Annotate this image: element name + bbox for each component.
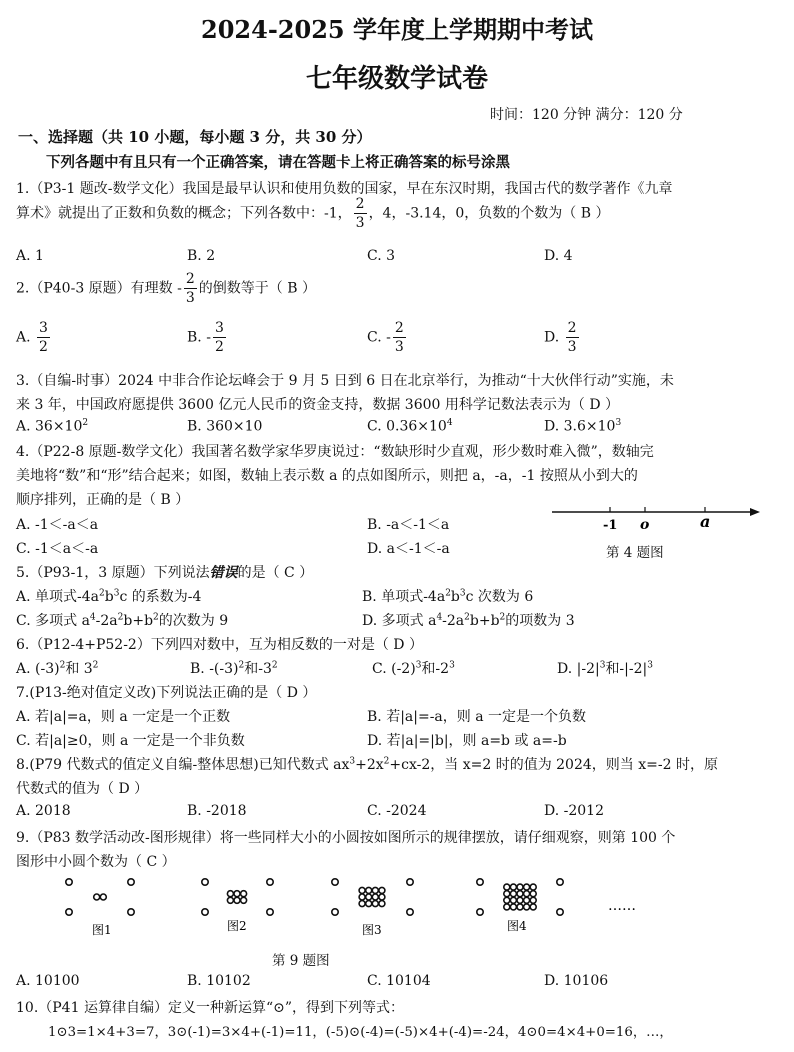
q3-option-a: A. $36\times 10^2$ (16, 418, 89, 435)
grid-circle (372, 901, 378, 907)
corner-circle (202, 909, 208, 915)
q1-text-b: ，4，-3.14，0，负数的个数为（ B ） (368, 205, 610, 222)
q7-option-b: B. 若|a|=-a，则 a 一定是一个负数 (367, 709, 587, 725)
exam-subtitle: 七年级数学试卷 (305, 64, 488, 94)
grid-circle (359, 894, 365, 900)
q10-line1: 10.（P41 运算律自编）定义一种新运算“⊙”，得到下列等式： (16, 1000, 404, 1016)
q9-option-d: D. 10106 (544, 973, 609, 989)
grid-circle (366, 894, 372, 900)
number-line-figure (548, 500, 763, 536)
grid-circle (524, 897, 530, 903)
q5-option-a: A. 单项式$-4a^2b^3c$ 的系数为-4 (16, 588, 202, 605)
q3-option-d: D. $3.6\times 10^3$ (544, 418, 622, 435)
pattern-figure-1 (66, 879, 134, 915)
q8-option-c: C. -2024 (367, 803, 427, 819)
corner-circle (407, 879, 413, 885)
label-minus-one: -1 (603, 518, 618, 533)
corner-circle (557, 909, 563, 915)
q1-option-d: D. 4 (544, 248, 573, 264)
q1-option-a: A. 1 (16, 248, 44, 264)
grid-circle (517, 884, 523, 890)
q2-option-c: C. - $\frac{2}{3}$ (367, 320, 404, 355)
label-origin: o (640, 517, 650, 533)
q4-line1: 4.（P22-8 原题-数学文化）我国著名数学家华罗庚说过：“数缺形时少直观，形少数时难入微”，数轴完 (16, 444, 654, 460)
grid-circle (524, 904, 530, 910)
corner-circle (477, 909, 483, 915)
grid-circle (524, 891, 530, 897)
q5-option-b: B. 单项式$-4a^2b^3c$ 次数为 6 (362, 588, 534, 605)
grid-circle (510, 884, 516, 890)
grid-circle (530, 897, 536, 903)
q2-fraction: $\frac{2}{3}$ (185, 271, 195, 306)
corner-circle (128, 909, 134, 915)
q5-emphasis: 错误 (209, 565, 238, 581)
grid-circle (234, 897, 240, 903)
number-line-arrow (750, 508, 760, 516)
q1-text-a: 算术》就提出了正数和负数的概念；下列各数中：-1， (16, 205, 352, 222)
q5-option-c: C. 多项式 $a^4-2a^2b+b^2$的次数为 9 (16, 612, 229, 629)
q4-option-c: C. -1＜a＜-a (16, 541, 99, 557)
grid-circle (234, 891, 240, 897)
pattern-figure-2 (202, 879, 273, 915)
q4-option-b: B. -a＜-1＜a (367, 517, 450, 533)
grid-circle (100, 894, 106, 900)
fig-label-2: 图2 (227, 919, 247, 933)
q5-stem: 5.（P93-1，3 原题）下列说法错误的是（ C ） (16, 565, 314, 581)
q1-line1: 1.（P3-1 题改-数学文化）我国是最早认识和使用负数的国家，早在东汉时期，我国古代的数学著作《九章 (16, 181, 673, 197)
grid-circle (372, 887, 378, 893)
grid-circle (510, 904, 516, 910)
corner-circle (202, 879, 208, 885)
grid-circle (94, 894, 100, 900)
q8-option-b: B. -2018 (187, 803, 247, 819)
fig-label-4: 图4 (507, 919, 527, 933)
q6-option-b: B. $-(-3)^2$和$-3^2$ (190, 660, 278, 677)
grid-circle (504, 897, 510, 903)
q1-line2 (16, 197, 609, 230)
q10-line2: 1⊙3=1×4+3=7，3⊙(-1)=3×4+(-1)=11，(-5)⊙(-4)=(-5)×4+(-4)=-24，4⊙0=4×4+0=16，…， (48, 1025, 673, 1040)
section-heading: 一、选择题（共 10 小题，每小题 3 分，共 30 分） (18, 128, 372, 146)
q9-option-a: A. 10100 (16, 973, 80, 989)
grid-circle (510, 897, 516, 903)
grid-circle (366, 887, 372, 893)
q3-line1: 3.（自编-时事）2024 中非合作论坛峰会于 9 月 5 日到 6 日在北京举行，为推动“十大伙伴行动”实施，未 (16, 373, 674, 389)
q8-option-a: A. 2018 (16, 803, 71, 819)
q3-option-c: C. $0.36\times 10^4$ (367, 418, 453, 435)
q8-line2: 代数式的值为（ D ） (16, 781, 149, 797)
pattern-figure-4 (477, 879, 563, 915)
corner-circle (332, 909, 338, 915)
grid-circle (517, 904, 523, 910)
grid-circle (227, 891, 233, 897)
corner-circle (66, 909, 72, 915)
grid-circle (517, 891, 523, 897)
q7-stem: 7.(P13-绝对值定义改)下列说法正确的是（ D ） (16, 685, 317, 701)
corner-circle (128, 879, 134, 885)
q7-option-c: C. 若|a|≥0，则 a 一定是一个非负数 (16, 733, 245, 749)
grid-circle (241, 891, 247, 897)
fig-label-3: 图3 (362, 923, 382, 937)
q8-option-d: D. -2012 (544, 803, 604, 819)
q2-option-b: B. - $\frac{3}{2}$ (187, 320, 224, 355)
corner-circle (267, 909, 273, 915)
q8-line1: 8.(P79 代数式的值定义自编-整体思想)已知代数式 $ax^3+2x^2+cx-2$，当 x=2 时的值为 2024，则当 x=-2 时，原 (16, 756, 718, 773)
q6-option-a: A. $(-3)^2$和 $3^2$ (16, 660, 99, 677)
q7-option-d: D. 若|a|=|b|，则 a=b 或 a=-b (367, 733, 567, 749)
corner-circle (477, 879, 483, 885)
grid-circle (504, 891, 510, 897)
q9-line2: 图形中小圆个数为（ C ） (16, 854, 176, 870)
q4-option-a: A. -1＜-a＜a (16, 517, 99, 533)
corner-circle (267, 879, 273, 885)
pattern-figure-3 (332, 879, 413, 915)
corner-circle (407, 909, 413, 915)
corner-circle (332, 879, 338, 885)
fig-label-1: 图1 (92, 923, 112, 937)
q9-line1: 9.（P83 数学活动改-图形规律）将一些同样大小的小圆按如图所示的规律摆放，请仔细观察，则第 100 个 (16, 830, 676, 846)
q9-figure-caption: 第 9 题图 (272, 953, 330, 969)
q4-figure-caption: 第 4 题图 (606, 545, 664, 561)
q9-option-b: B. 10102 (187, 973, 251, 989)
grid-circle (504, 904, 510, 910)
corner-circle (66, 879, 72, 885)
grid-circle (379, 887, 385, 893)
q6-stem: 6.（P12-4+P52-2）下列四对数中，互为相反数的一对是（ D ） (16, 637, 423, 653)
circle-pattern-figure (55, 872, 655, 944)
q2-stem: 2.（P40-3 原题）有理数 - $\frac{2}{3}$ 的倒数等于（ B ） (16, 271, 316, 306)
grid-circle (530, 904, 536, 910)
q5-option-d: D. 多项式 $a^4-2a^2b+b^2$的项数为 3 (362, 612, 575, 629)
pattern-continuation: …… (608, 898, 636, 914)
q4-line3: 顺序排列，正确的是（ B ） (16, 492, 190, 508)
q4-option-d: D. a＜-1＜-a (367, 541, 450, 557)
grid-circle (359, 901, 365, 907)
q1-fraction: $\frac{2}{3}$ (355, 196, 365, 231)
grid-circle (504, 884, 510, 890)
q9-option-c: C. 10104 (367, 973, 431, 989)
q3-line2: 来 3 年，中国政府愿提供 3600 亿元人民币的资金支持，数据 3600 用科学记数法表示为（ D ） (16, 397, 619, 413)
grid-circle (517, 897, 523, 903)
time-score-info: 时间：120 分钟 满分：120 分 (490, 107, 683, 123)
label-a: a (700, 512, 711, 531)
grid-circle (227, 897, 233, 903)
q2-option-a: A. $\frac{3}{2}$ (16, 320, 48, 355)
section-instruction: 下列各题中有且只有一个正确答案，请在答题卡上将正确答案的标号涂黑 (46, 154, 510, 171)
q1-option-c: C. 3 (367, 248, 396, 264)
exam-title: 2024-2025 学年度上学期期中考试 (201, 15, 593, 44)
grid-circle (366, 901, 372, 907)
q7-option-a: A. 若|a|=a，则 a 一定是一个正数 (16, 709, 231, 725)
grid-circle (530, 884, 536, 890)
grid-circle (524, 884, 530, 890)
grid-circle (241, 897, 247, 903)
q6-option-d: D. $|-2|^3$和$-|-2|^3$ (557, 660, 653, 677)
grid-circle (372, 894, 378, 900)
grid-circle (379, 894, 385, 900)
corner-circle (557, 879, 563, 885)
q2-option-d: D. $\frac{2}{3}$ (544, 320, 577, 355)
grid-circle (379, 901, 385, 907)
q6-option-c: C. $(-2)^3$和$-2^3$ (372, 660, 455, 677)
q3-option-b: B. 360×10 (187, 418, 263, 435)
q1-option-b: B. 2 (187, 248, 216, 264)
q4-line2: 美地将“数”和“形”结合起来；如图，数轴上表示数 a 的点如图所示，则把 a，-a，-1 按照从小到大的 (16, 468, 638, 484)
grid-circle (359, 887, 365, 893)
grid-circle (530, 891, 536, 897)
grid-circle (510, 891, 516, 897)
